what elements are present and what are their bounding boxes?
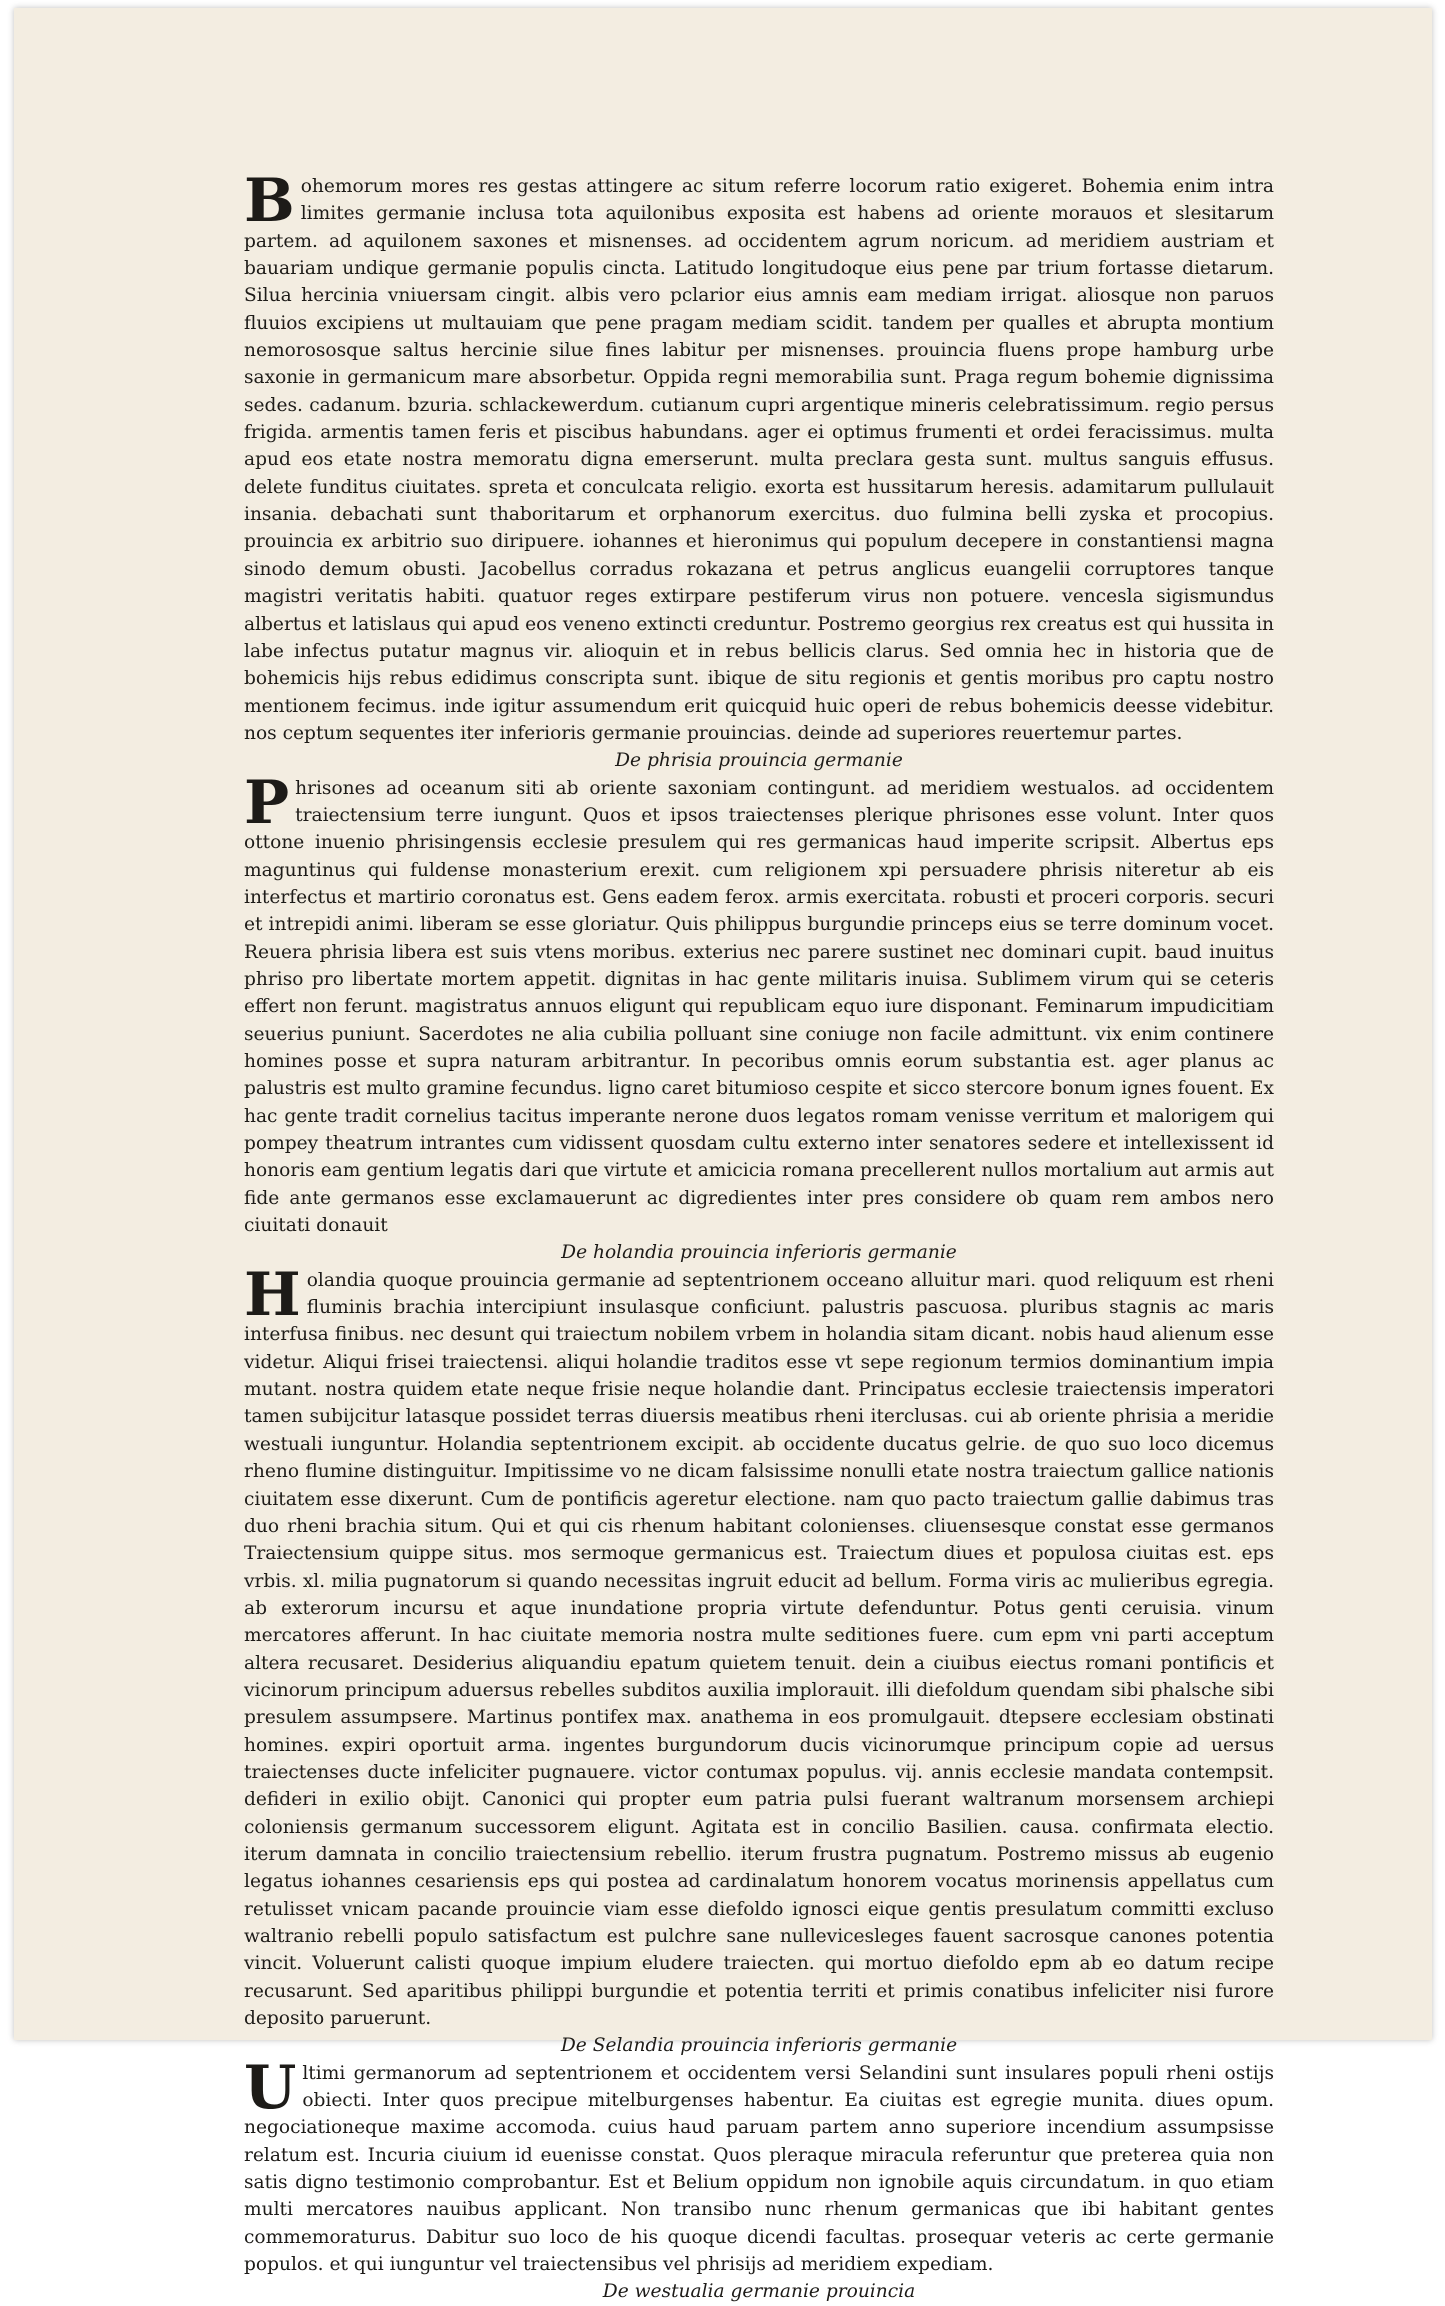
section-bohemia-text: Bohemorum mores res gestas attingere ac situm referre locorum ratio exigeret. Bohemia enim intra limites germanie inclusa tota aquilonibus exposita est habens ad oriente morauos et slesitarum partem. ad aquilonem saxones et misnenses. ad occidentem agrum noricum. ad meridiem austriam et bauariam undique germanie populis cincta. Latitudo longitudoque eius pene par trium fortasse dietarum. Silua hercinia vniuersam cingit. albis vero pclarior eius amnis eam mediam irrigat. aliosque non paruos fluuios excipiens ut multauiam que pene pragam mediam scidit. tandem per qualles et abrupta montium nemorososque saltus hercinie silue fines labitur per misnenses. prouincia fluens prope hamburg urbe saxonie in germanicum mare absorbetur. Oppida regni memorabilia sunt. Praga regum bohemie dignissima sedes. cadanum. bzuria. schlackewerdum. cutianum cupri argentique mineris celebratissimum. regio persus frigida. armentis tamen feris et piscibus habundans. ager ei optimus frumenti et ordei feracissimus. multa apud eos etate nostra memoratu digna emerserunt. multa preclara gesta sunt. multus sanguis effusus. delete funditus ciuitates. spreta et conculcata religio. exorta est hussitarum heresis. adamitarum pullulauit insania. debachati sunt thaboritarum et orphanorum exercitus. duo fulmina belli zyska et procopius. prouincia ex arbitrio suo diripuere. iohannes et hieronimus qui populum decepere in constantiensi magna sinodo demum obusti. Jacobellus corradus rokazana et petrus anglicus euangelii corruptores tanque magistri veritatis habiti. quatuor reges extirpare pestiferum virus non potuere. vencesla sigismundus albertus et latislaus qui apud eos veneno extincti creduntur. Postremo georgius rex creatus est qui hussita in labe infectus putatur magnus vir. alioquin et in rebus bellicis clarus. Sed omnia hec in historia que de bohemicis hijs rebus edidimus conscripta sunt. ibique de situ regionis et gentis moribus pro captu nostro mentionem fecimus. inde igitur assumendum erit quicquid huic operi de rebus bohemicis deesse videbitur. nos ceptum sequentes iter inferioris germanie prouincias. deinde ad superiores reuertemur partes. xyxy=(244,166,1274,744)
section-selandia-heading: De Selandia prouincia inferioris germanie xyxy=(560,2035,958,2057)
paper-sheet xyxy=(14,8,1432,2303)
section-phrisia-heading: De phrisia prouincia germanie xyxy=(615,750,903,772)
section-holandia-heading: De holandia prouincia inferioris germanie xyxy=(561,1242,957,1264)
text-block xyxy=(244,166,1274,2306)
section-westualia-heading: De westualia germanie prouincia xyxy=(602,2281,916,2303)
section-holandia-text: Holandia quoque prouincia germanie ad septentrionem occeano alluitur mari. quod reliquum est rheni fluminis brachia intercipiunt insulasque conficiunt. palustris pascuosa. pluribus stagnis ac maris interfusa finibus. nec desunt qui traiectum nobilem vrbem in holandia sitam dicant. nobis haud alienum esse videtur. Aliqui frisei traiectensi. aliqui holandie traditos esse vt sepe regionum termios dominantium impia mutant. nostra quidem etate neque frisie neque holandie dant. Principatus ecclesie traiectensis imperatori tamen subijcitur latasque possidet terras diuersis meatibus rheni iterclusas. cui ab oriente phrisia a meridie westuali iunguntur. Holandia septentrionem excipit. ab occidente ducatus gelrie. de quo suo loco dicemus rheno flumine distinguitur. Impitissime vo ne dicam falsissime nonulli etate nostra traiectum gallice nationis ciuitatem esse dixerunt. Cum de pontificis ageretur electione. nam quo pacto traiectum gallie dabimus tras duo rheni brachia situm. Qui et qui cis rhenum habitant colonienses. cliuensesque constat esse germanos Traiectensium quippe situs. mos sermoque germanicus est. Traiectum diues et populosa ciuitas est. eps vrbis. xl. milia pugnatorum si quando necessitas ingruit educit ad bellum. Forma viris ac mulieribus egregia. ab exterorum incursu et aque inundatione propria virtute defenduntur. Potus genti ceruisia. vinum mercatores afferunt. In hac ciuitate memoria nostra multe seditiones fuere. cum epm vni parti acceptum altera recusaret. Desiderius aliquandiu epatum quietem tenuit. dein a ciuibus eiectus romani pontificis et vicinorum principum aduersus rebelles subditos auxilia implorauit. illi diefoldum quendam sibi phalsche sibi presulem assumpsere. Martinus pontifex max. anathema in eos promulgauit. dtepsere ecclesiam obstinati homines. expiri oportuit arma. ingentes burgundorum ducis vicinorumque principum copie ad uersus traiectenses ducte infeliciter pugnauere. victor contumax populus. vij. annis ecclesie mandata contempsit. defideri in exilio obijt. Canonici qui propter eum patria pulsi fuerant waltranum morsensem archiepi coloniensis germanum successorem eligunt. Agitata est in concilio Basilien. causa. confirmata electio. iterum damnata in concilio traiectensium rebellio. iterum frustra pugnatum. Postremo missus ab eugenio legatus iohannes cesariensis eps qui postea ad cardinalatum honorem vocatus morinensis appellatus cum retulisset vnicam pacande prouincie viam esse diefoldo ignosci eique gentis presulatum committi excluso waltranio rebelli populo satisfactum est pulchre sane nullevicesleges fauent sacrosque canones potentia vincit. Voluerunt calisti quoque impium eludere traiecten. qui mortuo diefoldo epm ab eo datum recipe recusarunt. Sed aparitibus philippi burgundie et potentia territi et primis conatibus infeliciter nisi furore deposito paruerunt. xyxy=(244,1259,1274,2030)
section-phrisia-text: Phrisones ad oceanum siti ab oriente saxoniam contingunt. ad meridiem westualos. ad occidentem traiectensium terre iungunt. Quos et ipsos traiectenses plerique phrisones esse volunt. Inter quos ottone inuenio phrisingensis ecclesie presulem qui res germanicas haud imperite scripsit. Albertus eps maguntinus qui fuldense monasterium erexit. cum religionem xpi persuadere phrisis niteretur ab eis interfectus et martirio coronatus est. Gens eadem ferox. armis exercitata. robusti et proceri corporis. securi et intrepidi animi. liberam se esse gloriatur. Quis philippus burgundie princeps eius se terre dominum vocet. Reuera phrisia libera est suis vtens moribus. exterius nec parere sustinet nec dominari cupit. baud inuitus phriso pro libertate mortem appetit. dignitas in hac gente militaris inuisa. Sublimem virum qui se ceteris effert non ferunt. magistratus annuos eligunt qui republicam equo iure disponant. Feminarum impudicitiam seuerius puniunt. Sacerdotes ne alia cubilia polluant sine coniuge non facile admittunt. vix enim continere homines posse et supra naturam arbitrantur. In pecoribus omnis eorum substantia est. ager planus ac palustris est multo gramine fecundus. ligno caret bitumioso cespite et sicco stercore bonum ignes fouent. Ex hac gente tradit cornelius tacitus imperante nerone duos legatos romam venisse verritum et malorigem qui pompey theatrum intrantes cum vidissent quosdam cultu externo inter senatores sedere et intellexissent id honoris eam gentium legatis dari que virtute et amicicia romana precellerent nullos mortalium aut armis aut fide ante germanos esse exclamauerunt ac digredientes inter pres considere ob quam rem ambos nero ciuitati donauit xyxy=(244,767,1274,1237)
section-selandia-text: Ultimi germanorum ad septentrionem et occidentem versi Selandini sunt insulares populi rheni ostijs obiecti. Inter quos precipue mitelburgenses habentur. Ea ciuitas est egregie munita. diues opum. negociationeque maxime accomoda. cuius haud paruam partem anno superiore incendium assumpsisse relatum est. Incuria ciuium id euenisse constat. Quos pleraque miracula referuntur que preterea quia non satis digno testimonio comprobantur. Est et Belium oppidum non ignobile aquis circundatum. in quo etiam multi mercatores nauibus applicant. Non transibo nunc rhenum germanicas que ibi habitant gentes commemoraturus. Dabitur suo loco de his quoque dicendi facultas. prosequar veteris ac certe germanie populos. et qui iunguntur vel traiectensibus vel phrisijs ad meridiem expediam. xyxy=(244,2052,1274,2276)
